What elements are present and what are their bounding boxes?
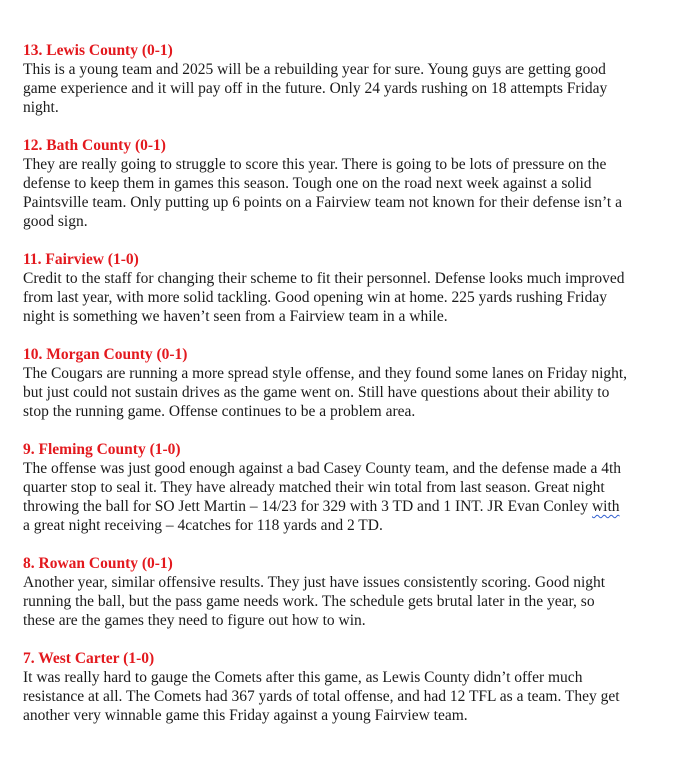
- ranking-entry-8: [23, 554, 663, 630]
- entry-paragraph: The Cougars are running a more spread style offense, and they found some lanes on Friday night, but just could not sustain drives as the game went on. Still have questions about their ability to stop the running game. Offense continues to be a problem area.: [23, 365, 628, 420]
- ranking-entry-12: [23, 136, 663, 231]
- entry-paragraph: It was really hard to gauge the Comets after this game, as Lewis County didn’t offer much resistance at all. The Comets had 367 yards of total offense, and had 12 TFL as a team. They get another very winnable game this Friday against a young Fairview team.: [23, 669, 620, 724]
- entry-heading: 9. Fleming County (1-0): [23, 441, 181, 458]
- entry-paragraph: [23, 459, 663, 535]
- paragraph-text: a great night receiving – 4catches for 118 yards and 2 TD.: [23, 517, 383, 534]
- ranking-entry-11: [23, 250, 663, 326]
- spellcheck-flagged-word[interactable]: with: [591, 498, 620, 515]
- ranking-entry-7: [23, 649, 663, 725]
- ranking-entry-9: [23, 440, 663, 535]
- entry-paragraph: This is a young team and 2025 will be a rebuilding year for sure. Young guys are getting good game experience and it will pay off in the future. Only 24 yards rushing on 18 attempts Friday night.: [23, 61, 608, 116]
- paragraph-text: The offense was just good enough against a bad Casey County team, and the defense made a 4th quarter stop to seal it. They have already matched their win total from last season. Great night throwing the ball for SO Jett Martin – 14/23 for 329 with 3 TD and 1 INT. JR Evan Conley: [23, 460, 622, 515]
- entry-paragraph: They are really going to struggle to score this year. There is going to be lots of pressure on the defense to keep them in games this season. Tough one on the road next week against a solid Paintsville team. Only putting up 6 points on a Fairview team not known for their defense isn’t a good sign.: [23, 156, 622, 230]
- entry-heading: 11. Fairview (1-0): [23, 251, 139, 268]
- ranking-entry-10: [23, 345, 663, 421]
- entry-heading: 10. Morgan County (0-1): [23, 346, 188, 363]
- ranking-entry-13: [23, 41, 663, 117]
- entry-paragraph: Credit to the staff for changing their scheme to fit their personnel. Defense looks much improved from last year, with more solid tackling. Good opening win at home. 225 yards rushing Friday night is something we haven’t seen from a Fairview team in a while.: [23, 270, 625, 325]
- entry-heading: 12. Bath County (0-1): [23, 137, 166, 154]
- entry-heading: 13. Lewis County (0-1): [23, 42, 173, 59]
- entry-heading: 8. Rowan County (0-1): [23, 555, 173, 572]
- entry-paragraph: Another year, similar offensive results. They just have issues consistently scoring. Good night running the ball, but the pass game needs work. The schedule gets brutal later in the year, so these are the games they need to figure out how to win.: [23, 574, 606, 629]
- document-body: [23, 41, 663, 744]
- entry-heading: 7. West Carter (1-0): [23, 650, 155, 667]
